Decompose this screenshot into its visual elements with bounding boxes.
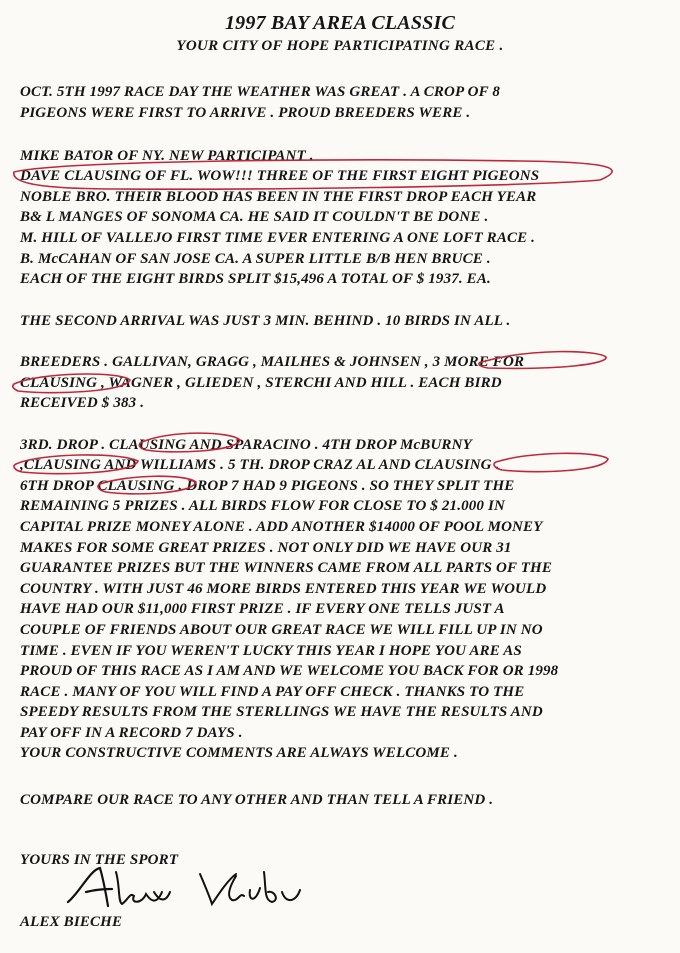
body-line: 3RD. DROP . CLAUSING AND SPARACINO . 4TH DROP McBURNY	[20, 437, 472, 453]
signer-name: ALEX BIECHE	[20, 914, 123, 930]
body-line: YOUR CONSTRUCTIVE COMMENTS ARE ALWAYS WELCOME .	[20, 745, 458, 761]
body-line: RECEIVED $ 383 .	[20, 395, 145, 411]
body-line: SPEEDY RESULTS FROM THE STERLLINGS WE HAVE THE RESULTS AND	[20, 704, 543, 720]
body-line: GUARANTEE PRIZES BUT THE WINNERS CAME FROM ALL PARTS OF THE	[20, 560, 553, 576]
body-line: COUNTRY . WITH JUST 46 MORE BIRDS ENTERED THIS YEAR WE WOULD	[20, 581, 547, 597]
body-line: M. HILL OF VALLEJO FIRST TIME EVER ENTERING A ONE LOFT RACE .	[20, 230, 536, 246]
body-line: HAVE HAD OUR $11,000 FIRST PRIZE . IF EVERY ONE TELLS JUST A	[20, 601, 505, 617]
body-line: BREEDERS . GALLIVAN, GRAGG , MAILHES & JOHNSEN , 3 MORE FOR	[20, 354, 525, 370]
body-line: THE SECOND ARRIVAL WAS JUST 3 MIN. BEHIND . 10 BIRDS IN ALL .	[20, 313, 511, 329]
body-line: PAY OFF IN A RECORD 7 DAYS .	[20, 725, 243, 741]
body-line: PIGEONS WERE FIRST TO ARRIVE . PROUD BREEDERS WERE .	[20, 105, 471, 121]
handwritten-signature	[60, 862, 310, 917]
body-line: CLAUSING , WAGNER , GLIEDEN , STERCHI AND HILL . EACH BIRD	[20, 375, 502, 391]
body-line: NOBLE BRO. THEIR BLOOD HAS BEEN IN THE FIRST DROP EACH YEAR	[20, 189, 537, 205]
body-line: ,CLAUSING AND WILLIAMS . 5 TH. DROP CRAZ AL AND CLAUSING .	[20, 457, 500, 473]
body-line: MAKES FOR SOME GREAT PRIZES . NOT ONLY DID WE HAVE OUR 31	[20, 540, 512, 556]
letter-title: 1997 BAY AREA CLASSIC	[224, 12, 456, 34]
body-line: TIME . EVEN IF YOU WEREN'T LUCKY THIS YEAR I HOPE YOU ARE AS	[20, 643, 522, 659]
body-line: MIKE BATOR OF NY. NEW PARTICIPANT .	[20, 148, 314, 164]
body-line: CAPITAL PRIZE MONEY ALONE . ADD ANOTHER $14000 OF POOL MONEY	[20, 519, 543, 535]
body-line: B& L MANGES OF SONOMA CA. HE SAID IT COULDN'T BE DONE .	[20, 209, 489, 225]
body-line: EACH OF THE EIGHT BIRDS SPLIT $15,496 A TOTAL OF $ 1937. EA.	[20, 271, 491, 287]
closing-salutation: YOURS IN THE SPORT	[20, 852, 179, 868]
body-line: DAVE CLAUSING OF FL. WOW!!! THREE OF THE FIRST EIGHT PIGEONS	[20, 168, 540, 184]
body-line: COUPLE OF FRIENDS ABOUT OUR GREAT RACE WE WILL FILL UP IN NO	[20, 622, 543, 638]
body-line: 6TH DROP CLAUSING . DROP 7 HAD 9 PIGEONS . SO THEY SPLIT THE	[20, 478, 515, 494]
body-line: B. McCAHAN OF SAN JOSE CA. A SUPER LITTLE B/B HEN BRUCE .	[20, 251, 491, 267]
body-line: OCT. 5TH 1997 RACE DAY THE WEATHER WAS GREAT . A CROP OF 8	[20, 84, 501, 100]
body-line: COMPARE OUR RACE TO ANY OTHER AND THAN TELL A FRIEND .	[20, 792, 494, 808]
body-line: RACE . MANY OF YOU WILL FIND A PAY OFF CHECK . THANKS TO THE	[20, 684, 525, 700]
body-line: PROUD OF THIS RACE AS I AM AND WE WELCOME YOU BACK FOR OR 1998	[20, 663, 559, 679]
body-line: REMAINING 5 PRIZES . ALL BIRDS FLOW FOR CLOSE TO $ 21.000 IN	[20, 498, 505, 514]
letter-subtitle: YOUR CITY OF HOPE PARTICIPATING RACE .	[176, 38, 504, 54]
